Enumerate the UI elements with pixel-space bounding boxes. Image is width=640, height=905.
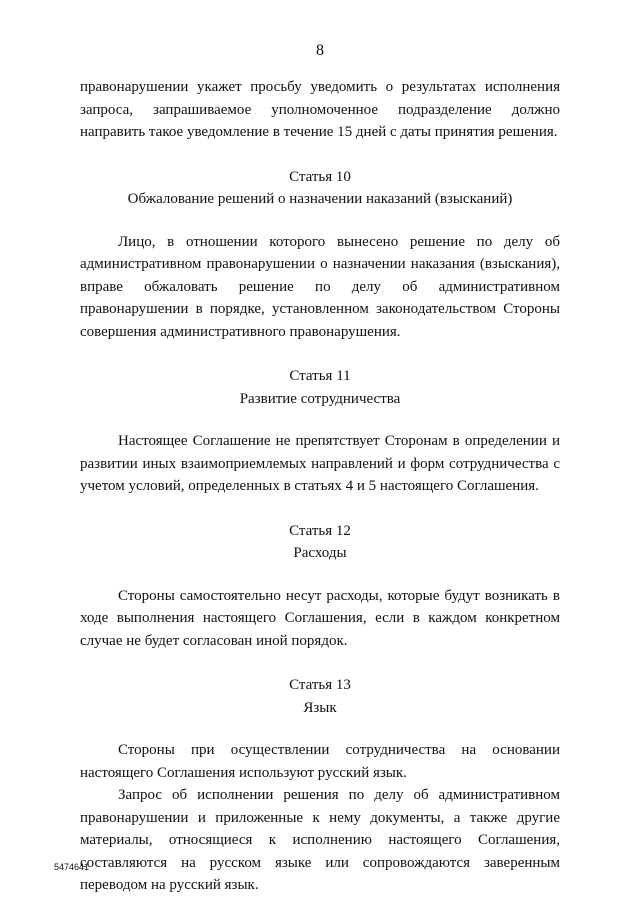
article-11-title: Развитие сотрудничества (239, 390, 401, 407)
article-12-paragraph: Стороны самостоятельно несут расходы, которые будут возникать в ходе выполнения настоящего Соглашения, если в каждом конкретном случае не будет согласован иной порядок. (80, 587, 560, 649)
article-11-paragraph: Настоящее Соглашение не препятствует Сторонам в определении и развитии иных взаимоприемлемых направлений и форм сотрудничества с учетом условий, определенных в статьях 4 и 5 настоящего Соглашения. (80, 433, 560, 494)
document-code: 5474641 (54, 862, 90, 872)
document-body (80, 76, 560, 897)
article-12-title: Расходы (293, 545, 347, 561)
article-13-number: Статья 13 (289, 677, 351, 693)
article-13-title: Язык (303, 699, 337, 716)
intro-paragraph: правонарушении укажет просьбу уведомить о результатах исполнения запроса, запрашиваемое уполномоченное подразделение должно направить такое уведомление в течение 15 дней с даты принятия решения. (80, 79, 560, 140)
article-10-number: Статья 10 (289, 168, 351, 185)
article-13-paragraph-1: Стороны при осуществлении сотрудничества на основании настоящего Соглашения используют русский язык. (80, 742, 560, 781)
article-12-number: Статья 12 (289, 522, 351, 539)
article-10-title: Обжалование решений о назначении наказаний (взысканий) (127, 191, 513, 207)
article-11-number: Статья 11 (289, 368, 351, 384)
article-13-paragraph-2: Запрос об исполнении решения по делу об административном правонарушении и приложенные к нему документы, а также другие материалы, относящиеся к исполнению настоящего Соглашения, составляются на русском языке или сопровождаются заверенным переводом на русский язык. (80, 787, 560, 893)
page-number: 8 (316, 42, 324, 59)
article-10-paragraph: Лицо, в отношении которого вынесено решение по делу об административном правонарушении о назначении наказания (взыскания), вправе обжаловать решение по делу об административном правонарушении в порядке, установленном законодательством Стороны совершения административного правонарушения. (80, 233, 560, 340)
